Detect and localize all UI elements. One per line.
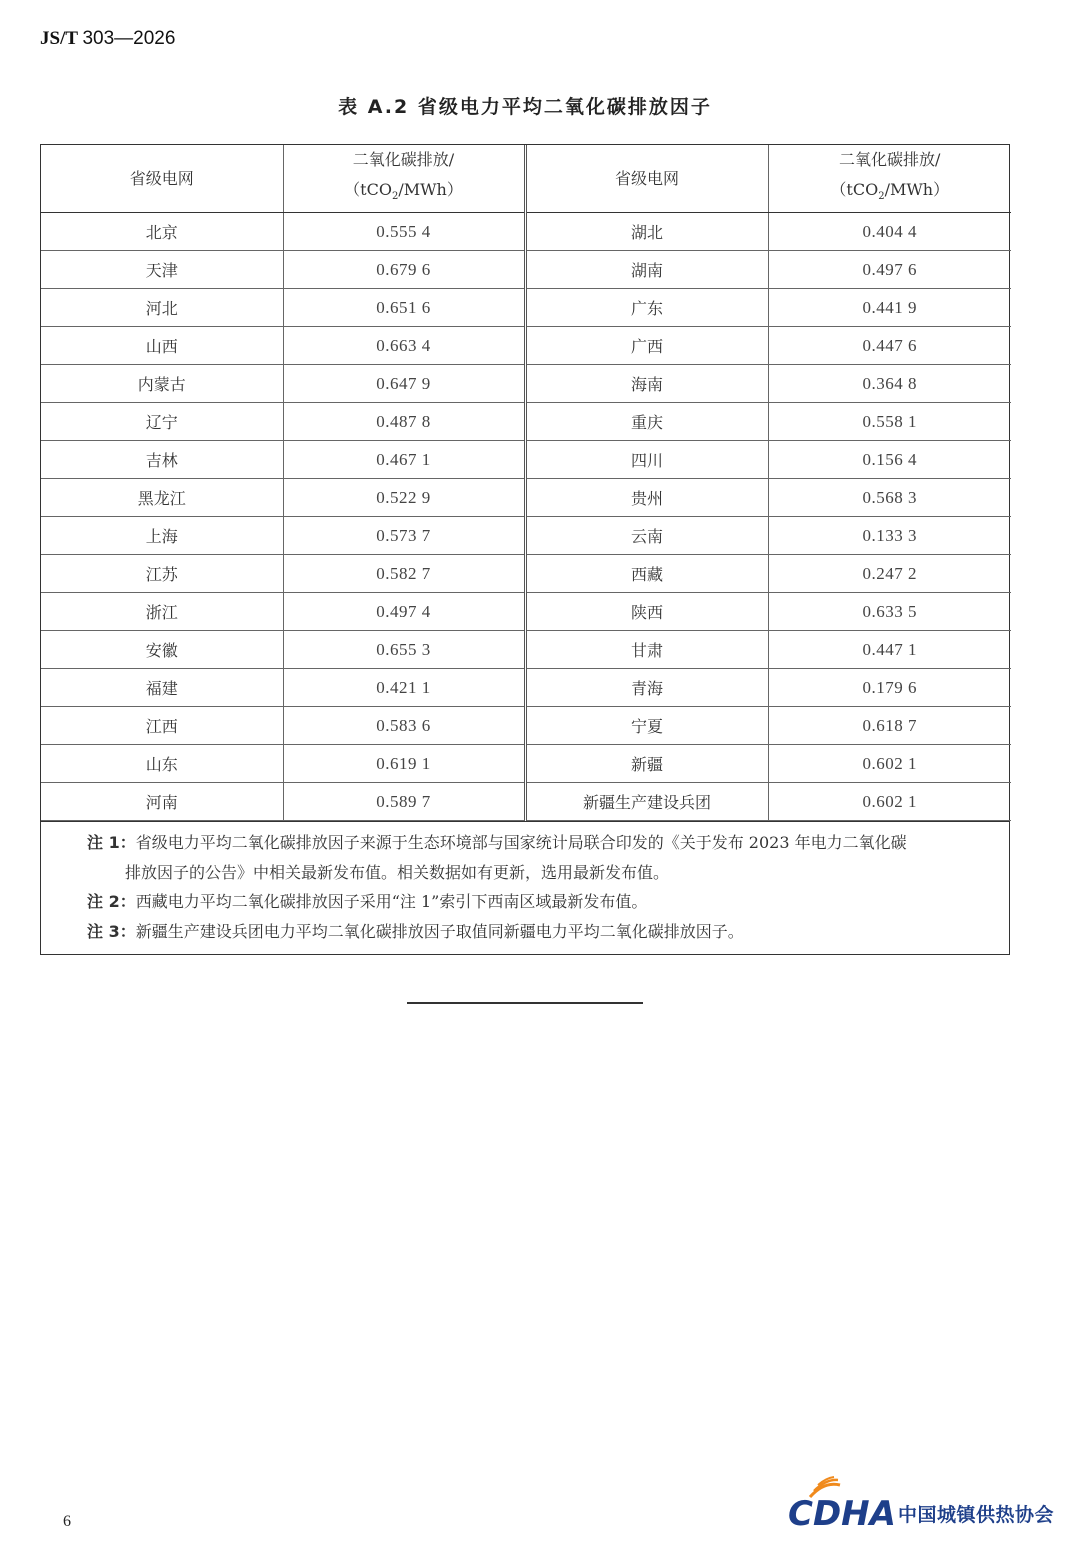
table-row [41,783,1011,821]
region-cell: 江苏 [41,555,283,593]
table-row [41,251,1011,289]
table-title: 表 A.2 省级电力平均二氧化碳排放因子 [338,96,712,118]
region-cell: 陕西 [525,593,768,631]
value-cell: 0.522 9 [283,479,525,517]
note-label: 注 3： [87,921,136,941]
table-row [41,365,1011,403]
unit-b: /MWh） [398,180,463,199]
page-number: 6 [63,1513,71,1530]
region-cell: 福建 [41,669,283,707]
header-factor-line1: 二氧化碳排放/ [839,150,941,169]
value-cell: 0.497 4 [283,593,525,631]
table-row [41,593,1011,631]
value-cell: 0.364 8 [768,365,1011,403]
org-name: 中国城镇供热协会 [898,1504,1055,1526]
unit-sub: 2 [878,191,885,203]
value-cell: 0.655 3 [283,631,525,669]
table-note [87,917,999,947]
table-row [41,479,1011,517]
value-cell: 0.421 1 [283,669,525,707]
value-cell: 0.679 6 [283,251,525,289]
value-cell: 0.487 8 [283,403,525,441]
region-cell: 四川 [525,441,768,479]
region-cell: 广东 [525,289,768,327]
value-cell: 0.582 7 [283,555,525,593]
table-row [41,631,1011,669]
table-row [41,745,1011,783]
header-region-right: 省级电网 [525,145,768,213]
table-body [41,213,1011,821]
value-cell: 0.651 6 [283,289,525,327]
unit-a: （tCO [830,180,879,199]
table-row [41,327,1011,365]
value-cell: 0.589 7 [283,783,525,821]
value-cell: 0.558 1 [768,403,1011,441]
region-cell: 湖北 [525,213,768,251]
note-text: 排放因子的公告》中相关最新发布值。相关数据如有更新，选用最新发布值。 [125,862,670,882]
note-text: 新疆生产建设兵团电力平均二氧化碳排放因子取值同新疆电力平均二氧化碳排放因子。 [135,921,744,941]
value-cell: 0.602 1 [768,783,1011,821]
value-cell: 0.447 6 [768,327,1011,365]
table-row [41,213,1011,251]
region-cell: 江西 [41,707,283,745]
header-region-left: 省级电网 [41,145,283,213]
table-row [41,441,1011,479]
region-cell: 河南 [41,783,283,821]
value-cell: 0.633 5 [768,593,1011,631]
standard-prefix: JS/T [40,28,78,49]
standard-number-value: 303—2026 [82,28,176,49]
value-cell: 0.179 6 [768,669,1011,707]
header-factor-left [283,145,525,213]
region-cell: 上海 [41,517,283,555]
region-cell: 云南 [525,517,768,555]
note-label: 注 1： [87,833,136,853]
note-text: 西藏电力平均二氧化碳排放因子采用“注 1”索引下西南区域最新发布值。 [135,892,648,912]
table-note [87,828,999,858]
region-cell: 海南 [525,365,768,403]
logo-letters: CDHA [788,1494,896,1534]
region-cell: 山东 [41,745,283,783]
header-factor-line1: 二氧化碳排放/ [352,150,455,169]
table-row [41,669,1011,707]
region-cell: 贵州 [525,479,768,517]
region-cell: 青海 [525,669,768,707]
value-cell: 0.568 3 [768,479,1011,517]
value-cell: 0.602 1 [768,745,1011,783]
value-cell: 0.156 4 [768,441,1011,479]
table-row [41,707,1011,745]
value-cell: 0.497 6 [768,251,1011,289]
unit-b: /MWh） [884,180,950,199]
standard-number [40,28,175,50]
table-row [41,517,1011,555]
value-cell: 0.133 3 [768,517,1011,555]
table-note [87,887,999,917]
unit-a: （tCO [344,180,392,199]
emission-factor-table [40,144,1010,955]
region-cell: 西藏 [525,555,768,593]
unit-sub: 2 [391,191,399,203]
region-cell: 广西 [525,327,768,365]
region-cell: 吉林 [41,441,283,479]
region-cell: 甘肃 [525,631,768,669]
header-factor-right [768,145,1011,213]
value-cell: 0.663 4 [283,327,525,365]
table-notes [41,821,1009,954]
table-row [41,403,1011,441]
region-cell: 山西 [41,327,283,365]
value-cell: 0.441 9 [768,289,1011,327]
value-cell: 0.583 6 [283,707,525,745]
end-rule [407,1002,643,1004]
region-cell: 内蒙古 [41,365,283,403]
region-cell: 新疆 [525,745,768,783]
value-cell: 0.447 1 [768,631,1011,669]
region-cell: 安徽 [41,631,283,669]
value-cell: 0.647 9 [283,365,525,403]
note-text: 省级电力平均二氧化碳排放因子来源于生态环境部与国家统计局联合印发的《关于发布 2023 年电力二氧化碳 [135,833,907,853]
header-factor-line2 [284,175,524,212]
region-cell: 宁夏 [525,707,768,745]
region-cell: 新疆生产建设兵团 [525,783,768,821]
value-cell: 0.467 1 [283,441,525,479]
region-cell: 北京 [41,213,283,251]
note-label: 注 2： [87,892,136,912]
table-row [41,555,1011,593]
value-cell: 0.555 4 [283,213,525,251]
value-cell: 0.247 2 [768,555,1011,593]
region-cell: 浙江 [41,593,283,631]
table-note-continuation [87,858,999,888]
region-cell: 重庆 [525,403,768,441]
region-cell: 辽宁 [41,403,283,441]
value-cell: 0.619 1 [283,745,525,783]
table-header-row [41,145,1011,213]
region-cell: 天津 [41,251,283,289]
region-cell: 黑龙江 [41,479,283,517]
table-row [41,289,1011,327]
value-cell: 0.404 4 [768,213,1011,251]
value-cell: 0.573 7 [283,517,525,555]
header-factor-line2 [769,175,1012,212]
region-cell: 河北 [41,289,283,327]
table-grid [41,145,1011,821]
value-cell: 0.618 7 [768,707,1011,745]
region-cell: 湖南 [525,251,768,289]
